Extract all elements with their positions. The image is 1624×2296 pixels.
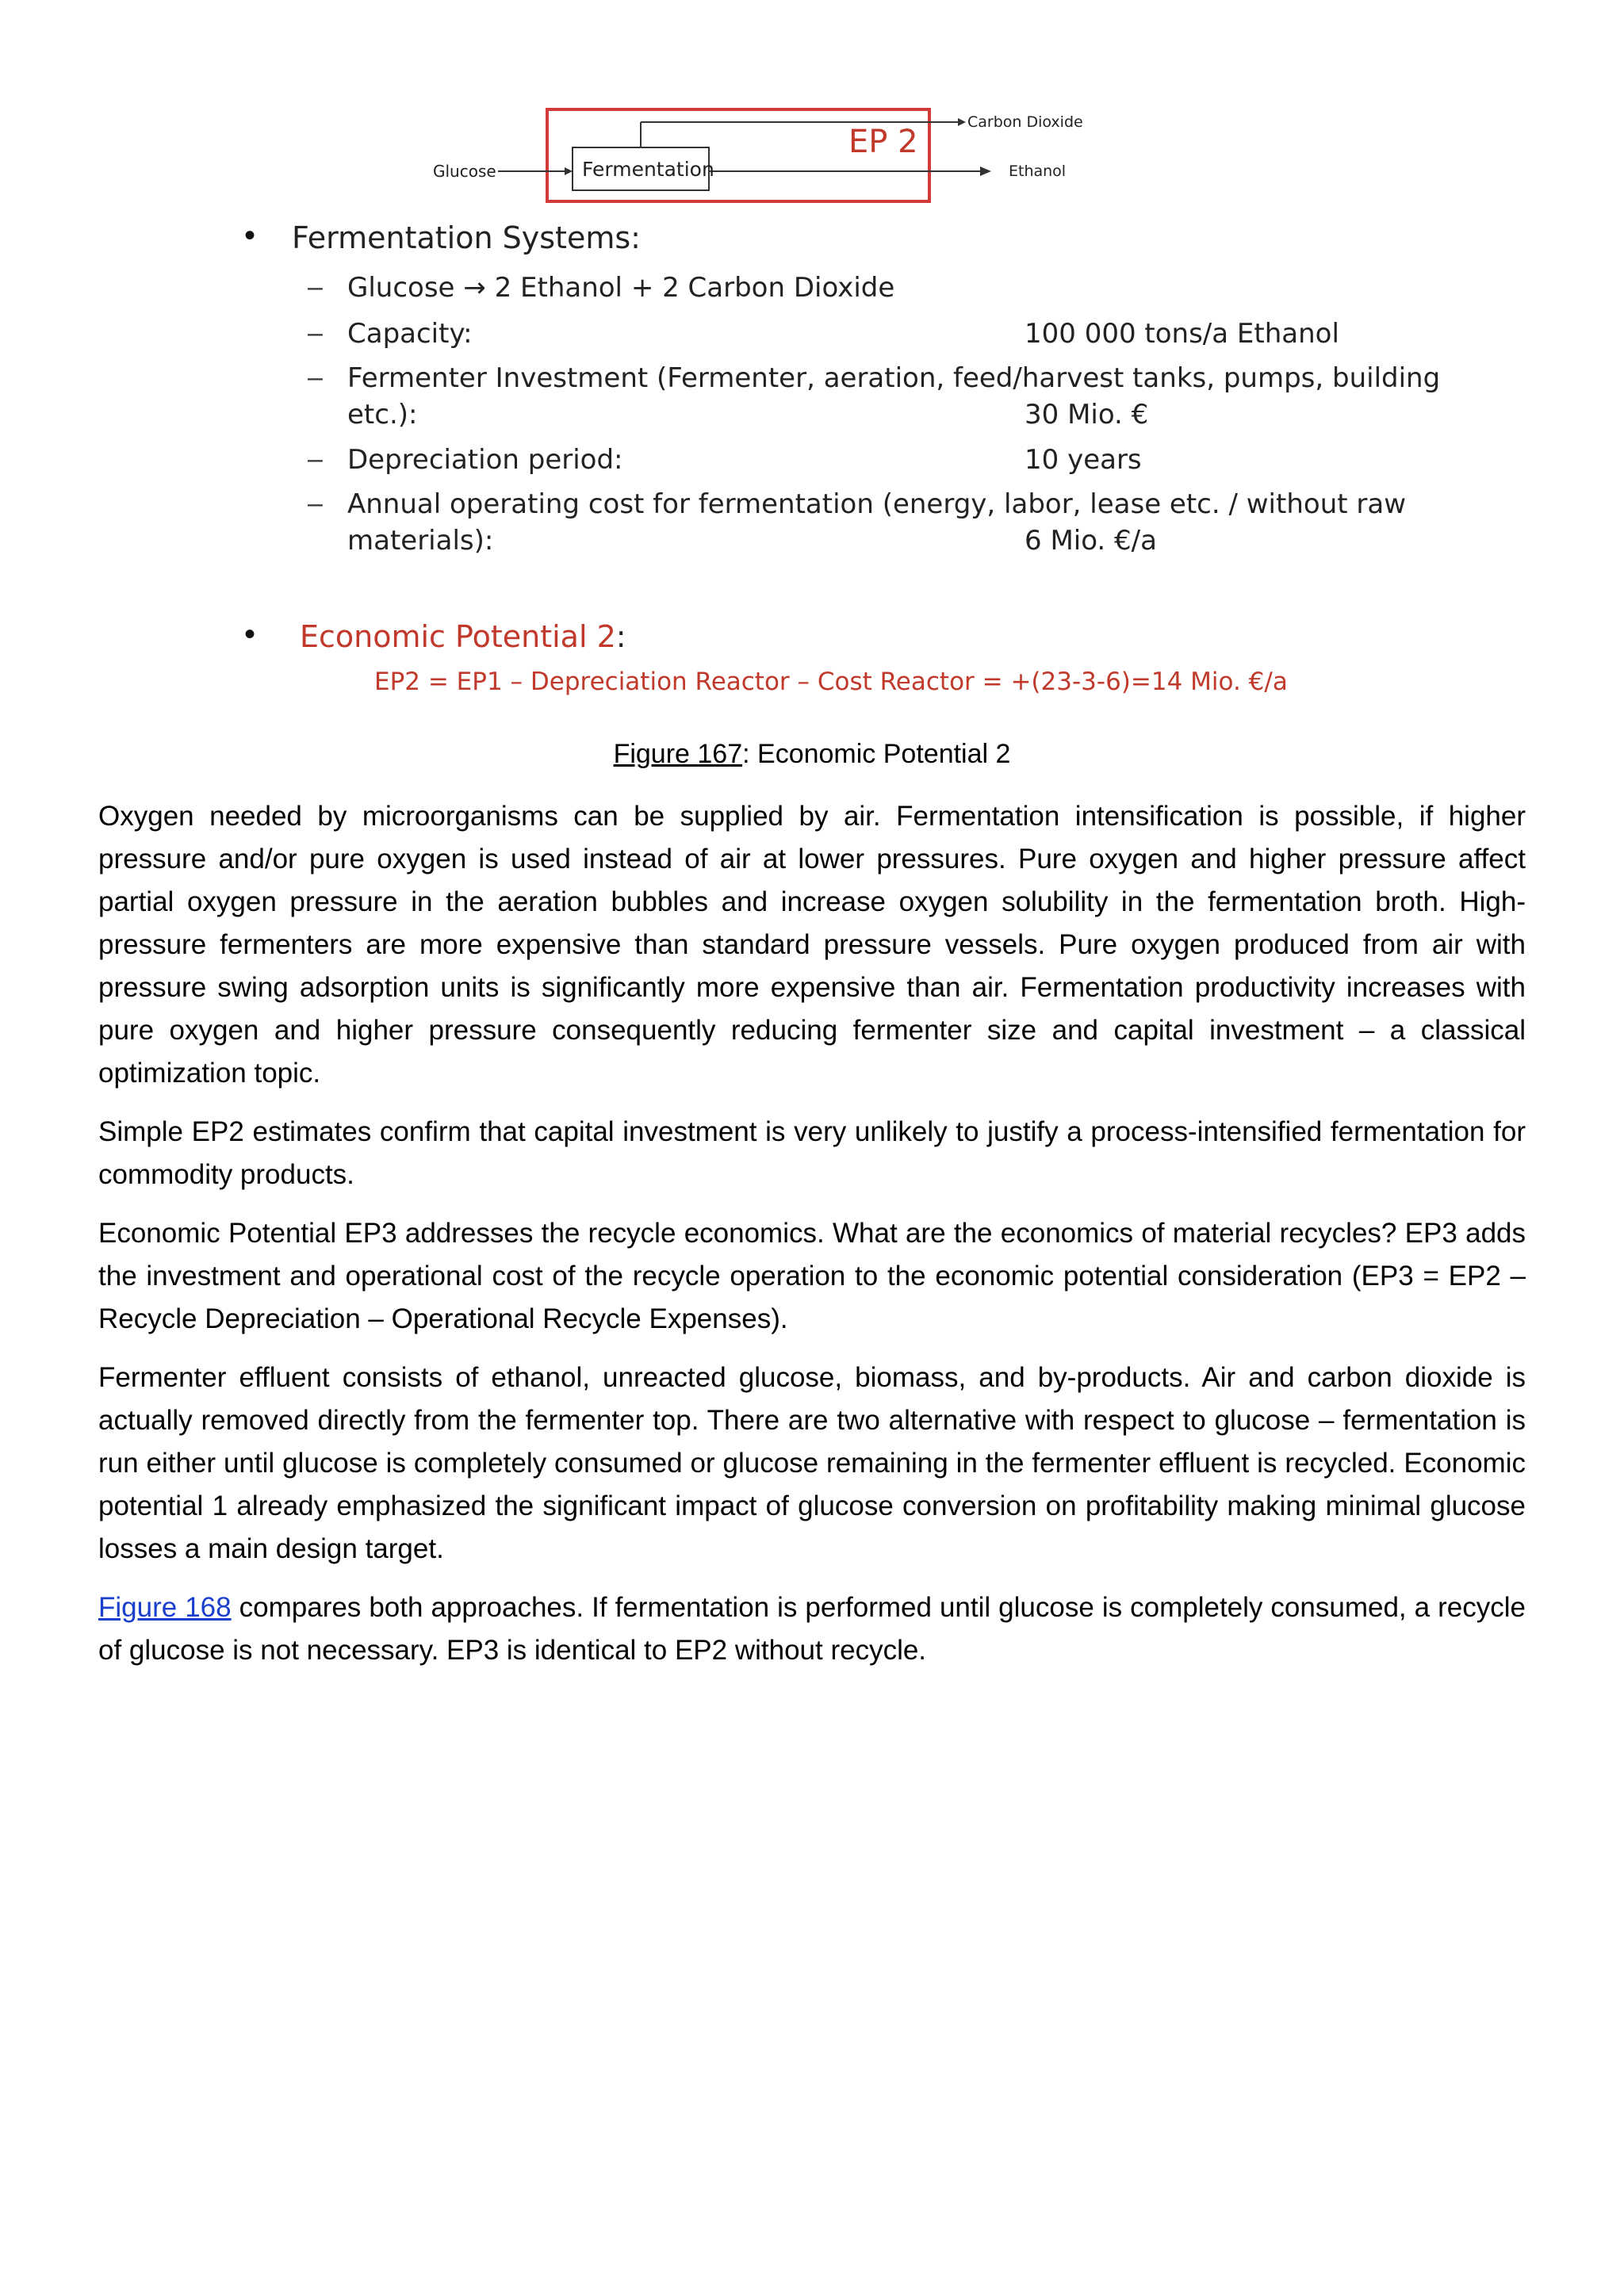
- capacity-label: Capacity:: [347, 318, 473, 350]
- figure-ref[interactable]: Figure 167: [613, 739, 743, 769]
- operating-cost-label: Annual operating cost for fermentation (energy, labor, lease etc. / without raw: [347, 488, 1406, 520]
- paragraph-text: compares both approaches. If fermentation is performed until glucose is completely consumed, a recycle of glucose is not necessary. EP3 is identical to EP2 without recycle.: [98, 1592, 1526, 1666]
- dash-icon: –: [308, 488, 323, 519]
- operating-cost-label-cont: materials):: [347, 525, 494, 557]
- depreciation-label: Depreciation period:: [347, 444, 623, 476]
- glucose-label: Glucose: [433, 162, 496, 181]
- carbon-dioxide-label: Carbon Dioxide: [967, 113, 1083, 131]
- paragraph: Oxygen needed by microorganisms can be supplied by air. Fermentation intensification is possible, if higher pressure and/or pure oxygen is used instead of air at lower pressures. Pure oxygen and higher pressure affect partial oxygen pressure in the aeration bubbles and increase oxygen solubility in the fermentation broth. High-pressure fermenters are more expensive than standard pressure vessels. Pure oxygen produced from air with pressure swing adsorption units is significantly more expensive than air. Fermentation productivity increases with pure oxygen and higher pressure consequently reducing fermenter size and capital investment – a classical optimization topic.: [98, 801, 1526, 1089]
- dash-icon: –: [308, 444, 323, 474]
- operating-cost-value: 6 Mio. €/a: [1025, 525, 1157, 557]
- capacity-value: 100 000 tons/a Ethanol: [1025, 318, 1339, 350]
- investment-value: 30 Mio. €: [1025, 399, 1149, 430]
- fermentation-label: Fermentation: [582, 158, 714, 181]
- ep2-formula: EP2 = EP1 – Depreciation Reactor – Cost Reactor = +(23-3-6)=14 Mio. €/a: [374, 668, 1288, 696]
- bullet-icon: •: [244, 617, 256, 652]
- caption-text: : Economic Potential 2: [742, 739, 1011, 769]
- dash-icon: –: [308, 362, 323, 392]
- dash-icon: –: [308, 272, 323, 302]
- investment-label: Fermenter Investment (Fermenter, aeration, feed/harvest tanks, pumps, building: [347, 362, 1441, 394]
- bullet-icon: •: [244, 218, 256, 253]
- dash-icon: –: [308, 318, 323, 348]
- depreciation-value: 10 years: [1025, 444, 1142, 476]
- body-text: [98, 795, 1526, 1688]
- process-diagram: [0, 0, 1624, 714]
- paragraph: Fermenter effluent consists of ethanol, unreacted glucose, biomass, and by-products. Air and carbon dioxide is actually removed directly from the fermenter top. There are two alternative with respect to glucose – fermentation is run either until glucose is completely consumed or glucose remaining in the fermenter effluent is recycled. Economic potential 1 already emphasized the significant impact of glucose conversion on profitability making minimal glucose losses a main design target.: [98, 1362, 1526, 1564]
- ep2-label: EP 2: [848, 124, 918, 160]
- figure-caption: [0, 739, 1624, 770]
- section-title-economic-potential-2: Economic Potential 2:: [300, 619, 626, 654]
- paragraph: [98, 1586, 1526, 1672]
- ethanol-label: Ethanol: [1009, 163, 1067, 180]
- reaction-equation: Glucose → 2 Ethanol + 2 Carbon Dioxide: [347, 272, 895, 304]
- figure-168-link[interactable]: Figure 168: [98, 1592, 232, 1623]
- figure-economic-potential-2: [0, 0, 1624, 714]
- investment-label-cont: etc.):: [347, 399, 418, 430]
- section-title-fermentation-systems: Fermentation Systems:: [292, 220, 641, 255]
- paragraph: Economic Potential EP3 addresses the recycle economics. What are the economics of material recycles? EP3 adds the investment and operational cost of the recycle operation to the economic potential consideration (EP3 = EP2 – Recycle Depreciation – Operational Recycle Expenses).: [98, 1218, 1526, 1334]
- paragraph: Simple EP2 estimates confirm that capital investment is very unlikely to justify a process-intensified fermentation for commodity products.: [98, 1116, 1526, 1190]
